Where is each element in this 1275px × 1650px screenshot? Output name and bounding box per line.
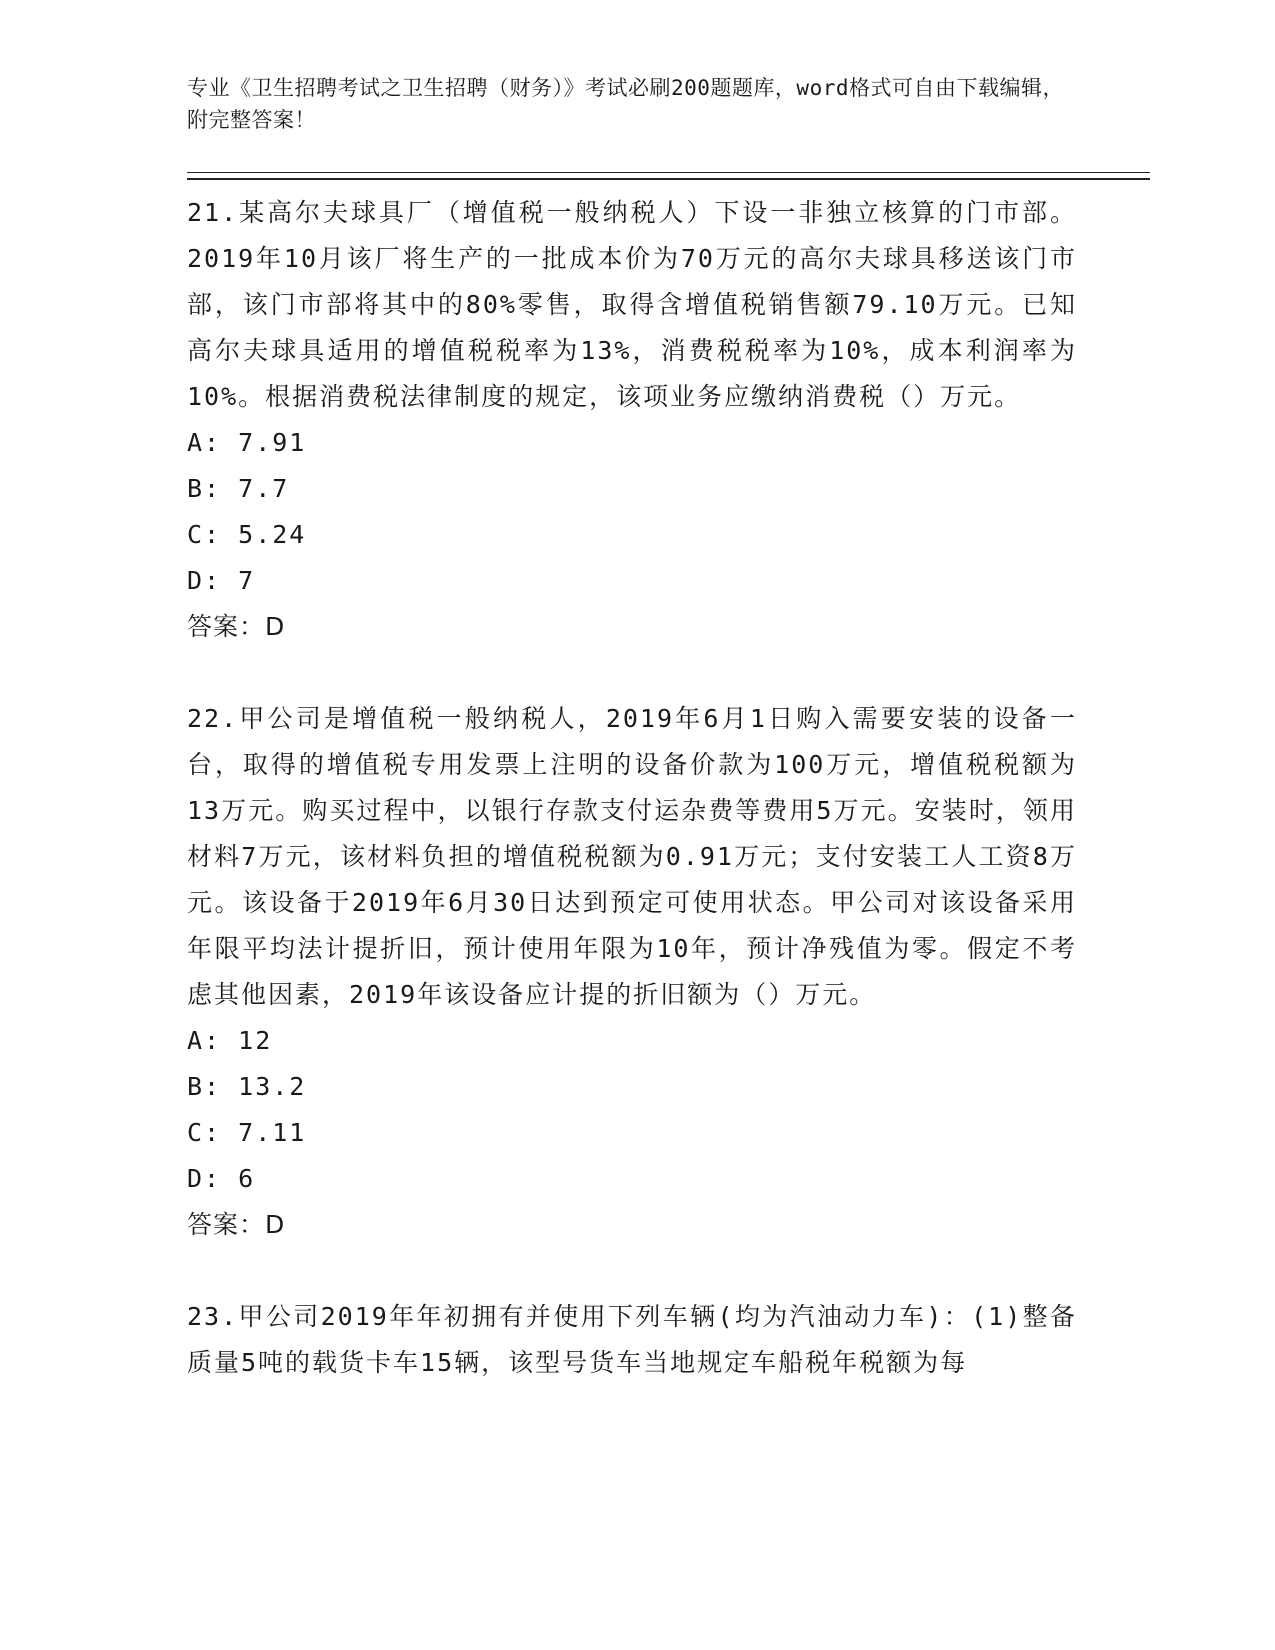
option-b: B: 13.2	[187, 1072, 307, 1101]
answer: 答案：D	[187, 1210, 286, 1239]
option-c: C: 7.11	[187, 1118, 307, 1147]
option-b: B: 7.7	[187, 474, 290, 503]
header-divider-thick	[187, 178, 1150, 180]
question-stem: 23.甲公司2019年年初拥有并使用下列车辆(均为汽油动力车)：(1)整备质量5吨的载货卡车15辆，该型号货车当地规定车船税年税额为每	[187, 1302, 1077, 1377]
option-a: A: 7.91	[187, 428, 307, 457]
question-stem: 22.甲公司是增值税一般纳税人，2019年6月1日购入需要安装的设备一台，取得的增值税专用发票上注明的设备价款为100万元，增值税税额为13万元。购买过程中，以银行存款支付运杂费等费用5万元。安装时，领用材料7万元，该材料负担的增值税税额为0.91万元；支付安装工人工资8万元。该设备于2019年6月30日达到预定可使用状态。甲公司对该设备采用年限平均法计提折旧，预计使用年限为10年，预计净残值为零。假定不考虑其他因素，2019年该设备应计提的折旧额为（）万元。	[187, 704, 1077, 1009]
question-23	[187, 1294, 1077, 1386]
option-c: C: 5.24	[187, 520, 307, 549]
question-21	[187, 190, 1077, 650]
question-22	[187, 696, 1077, 1248]
header-divider-thin	[187, 172, 1150, 173]
option-d: D: 6	[187, 1164, 256, 1193]
question-stem: 21.某高尔夫球具厂（增值税一般纳税人）下设一非独立核算的门市部。2019年10月该厂将生产的一批成本价为70万元的高尔夫球具移送该门市部，该门市部将其中的80%零售，取得含增值税销售额79.10万元。已知高尔夫球具适用的增值税税率为13%，消费税税率为10%，成本利润率为10%。根据消费税法律制度的规定，该项业务应缴纳消费税（）万元。	[187, 198, 1077, 411]
option-a: A: 12	[187, 1026, 273, 1055]
document-header: 专业《卫生招聘考试之卫生招聘（财务）》考试必刷200题题库，word格式可自由下载编辑，附完整答案！	[187, 76, 1064, 132]
question-list	[187, 190, 1077, 1432]
option-d: D: 7	[187, 566, 256, 595]
answer: 答案：D	[187, 612, 286, 641]
